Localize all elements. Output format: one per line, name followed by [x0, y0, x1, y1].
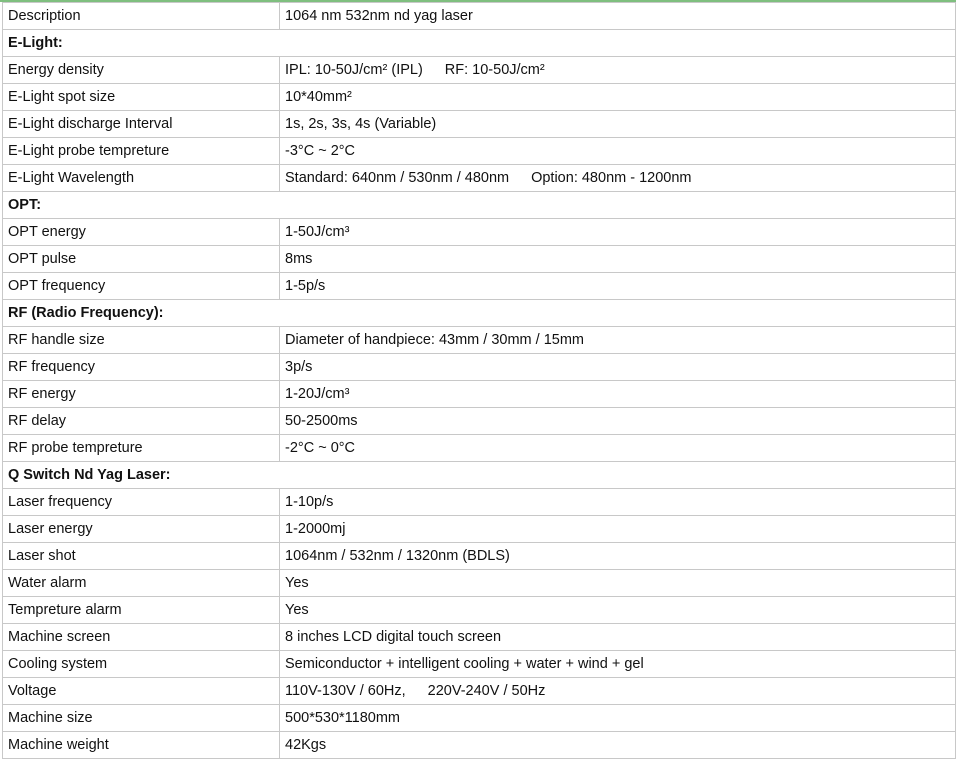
spec-label: Energy density	[3, 57, 280, 84]
spec-row	[3, 624, 956, 651]
spec-value: 3p/s	[285, 359, 313, 375]
spec-label: Description	[3, 3, 280, 30]
section-header-row	[3, 300, 956, 327]
spec-table	[2, 2, 956, 759]
spec-value-cell	[280, 165, 956, 192]
spec-label: RF energy	[3, 381, 280, 408]
spec-value-cell	[280, 354, 956, 381]
spec-row	[3, 3, 956, 30]
spec-label: E-Light spot size	[3, 84, 280, 111]
spec-value: Semiconductor + intelligent cooling + water + wind + gel	[285, 656, 644, 672]
spec-value: 50-2500ms	[285, 413, 358, 429]
spec-value-cell	[280, 408, 956, 435]
spec-value-cell	[280, 678, 956, 705]
section-header-row	[3, 462, 956, 489]
spec-label: Voltage	[3, 678, 280, 705]
spec-label: Laser energy	[3, 516, 280, 543]
spec-value-cell	[280, 138, 956, 165]
spec-label: Machine weight	[3, 732, 280, 759]
spec-row	[3, 435, 956, 462]
spec-value-cell	[280, 651, 956, 678]
spec-value-cell	[280, 327, 956, 354]
spec-label: RF handle size	[3, 327, 280, 354]
spec-value: IPL: 10-50J/cm² (IPL)	[285, 62, 423, 78]
spec-value: 1-2000mj	[285, 521, 346, 537]
spec-value-cell	[280, 516, 956, 543]
spec-row	[3, 732, 956, 759]
spec-label: Cooling system	[3, 651, 280, 678]
spec-value: 42Kgs	[285, 737, 327, 753]
spec-value-secondary: 220V-240V / 50Hz	[427, 683, 546, 699]
spec-table-body	[3, 3, 956, 759]
spec-label: Machine size	[3, 705, 280, 732]
spec-value: 8 inches LCD digital touch screen	[285, 629, 502, 645]
spec-label: Water alarm	[3, 570, 280, 597]
spec-row	[3, 678, 956, 705]
spec-value-cell	[280, 246, 956, 273]
section-header: OPT:	[3, 192, 956, 219]
spec-value-cell	[280, 57, 956, 84]
spec-label: RF frequency	[3, 354, 280, 381]
spec-row	[3, 651, 956, 678]
spec-label: E-Light probe tempreture	[3, 138, 280, 165]
spec-value-cell	[280, 435, 956, 462]
spec-row	[3, 111, 956, 138]
spec-value: Diameter of handpiece: 43mm / 30mm / 15mm	[285, 332, 584, 348]
spec-row	[3, 246, 956, 273]
spec-label: OPT frequency	[3, 273, 280, 300]
spec-label: RF probe tempreture	[3, 435, 280, 462]
spec-label: Machine screen	[3, 624, 280, 651]
spec-label: OPT pulse	[3, 246, 280, 273]
spec-value: -3°C ~ 2°C	[285, 143, 356, 159]
spec-value: 1-5p/s	[285, 278, 326, 294]
spec-row	[3, 84, 956, 111]
spec-value-cell	[280, 489, 956, 516]
spec-label: RF delay	[3, 408, 280, 435]
spec-row	[3, 408, 956, 435]
spec-value: 1-10p/s	[285, 494, 334, 510]
spec-row	[3, 597, 956, 624]
spec-value-cell	[280, 111, 956, 138]
spec-label: E-Light discharge Interval	[3, 111, 280, 138]
section-header-row	[3, 30, 956, 57]
spec-row	[3, 516, 956, 543]
spec-row	[3, 381, 956, 408]
spec-value: 1064 nm 532nm nd yag laser	[285, 8, 473, 24]
spec-value-cell	[280, 705, 956, 732]
spec-value-cell	[280, 3, 956, 30]
spec-value-cell	[280, 84, 956, 111]
spec-value: 1064nm / 532nm / 1320nm (BDLS)	[285, 548, 510, 564]
spec-row	[3, 57, 956, 84]
spec-value: 10*40mm²	[285, 89, 352, 105]
spec-value: -2°C ~ 0°C	[285, 440, 356, 456]
section-header-row	[3, 192, 956, 219]
spec-row	[3, 570, 956, 597]
spec-row	[3, 543, 956, 570]
spec-row	[3, 327, 956, 354]
spec-row	[3, 354, 956, 381]
section-header: RF (Radio Frequency):	[3, 300, 956, 327]
spec-value-cell	[280, 543, 956, 570]
spec-value: Yes	[285, 602, 309, 618]
spec-value-cell	[280, 381, 956, 408]
spec-value: 500*530*1180mm	[285, 710, 401, 726]
spec-value-cell	[280, 624, 956, 651]
spec-row	[3, 705, 956, 732]
spec-value: Yes	[285, 575, 309, 591]
spec-label: Laser frequency	[3, 489, 280, 516]
spec-value: 1-50J/cm³	[285, 224, 350, 240]
spec-value: 1s, 2s, 3s, 4s (Variable)	[285, 116, 437, 132]
spec-row	[3, 138, 956, 165]
spec-label: E-Light Wavelength	[3, 165, 280, 192]
spec-value-cell	[280, 219, 956, 246]
spec-row	[3, 273, 956, 300]
spec-value: 1-20J/cm³	[285, 386, 350, 402]
spec-value-cell	[280, 732, 956, 759]
spec-value-secondary: RF: 10-50J/cm²	[444, 62, 545, 78]
spec-value-cell	[280, 597, 956, 624]
spec-value-secondary: Option: 480nm - 1200nm	[531, 170, 692, 186]
spec-value: 110V-130V / 60Hz,	[285, 683, 406, 699]
spec-row	[3, 165, 956, 192]
spec-row	[3, 219, 956, 246]
spec-row	[3, 489, 956, 516]
section-header: Q Switch Nd Yag Laser:	[3, 462, 956, 489]
spec-label: OPT energy	[3, 219, 280, 246]
spec-label: Laser shot	[3, 543, 280, 570]
spec-value: 8ms	[285, 251, 313, 267]
spec-value-cell	[280, 273, 956, 300]
section-header: E-Light:	[3, 30, 956, 57]
spec-value-cell	[280, 570, 956, 597]
spec-label: Tempreture alarm	[3, 597, 280, 624]
spec-value: Standard: 640nm / 530nm / 480nm	[285, 170, 510, 186]
